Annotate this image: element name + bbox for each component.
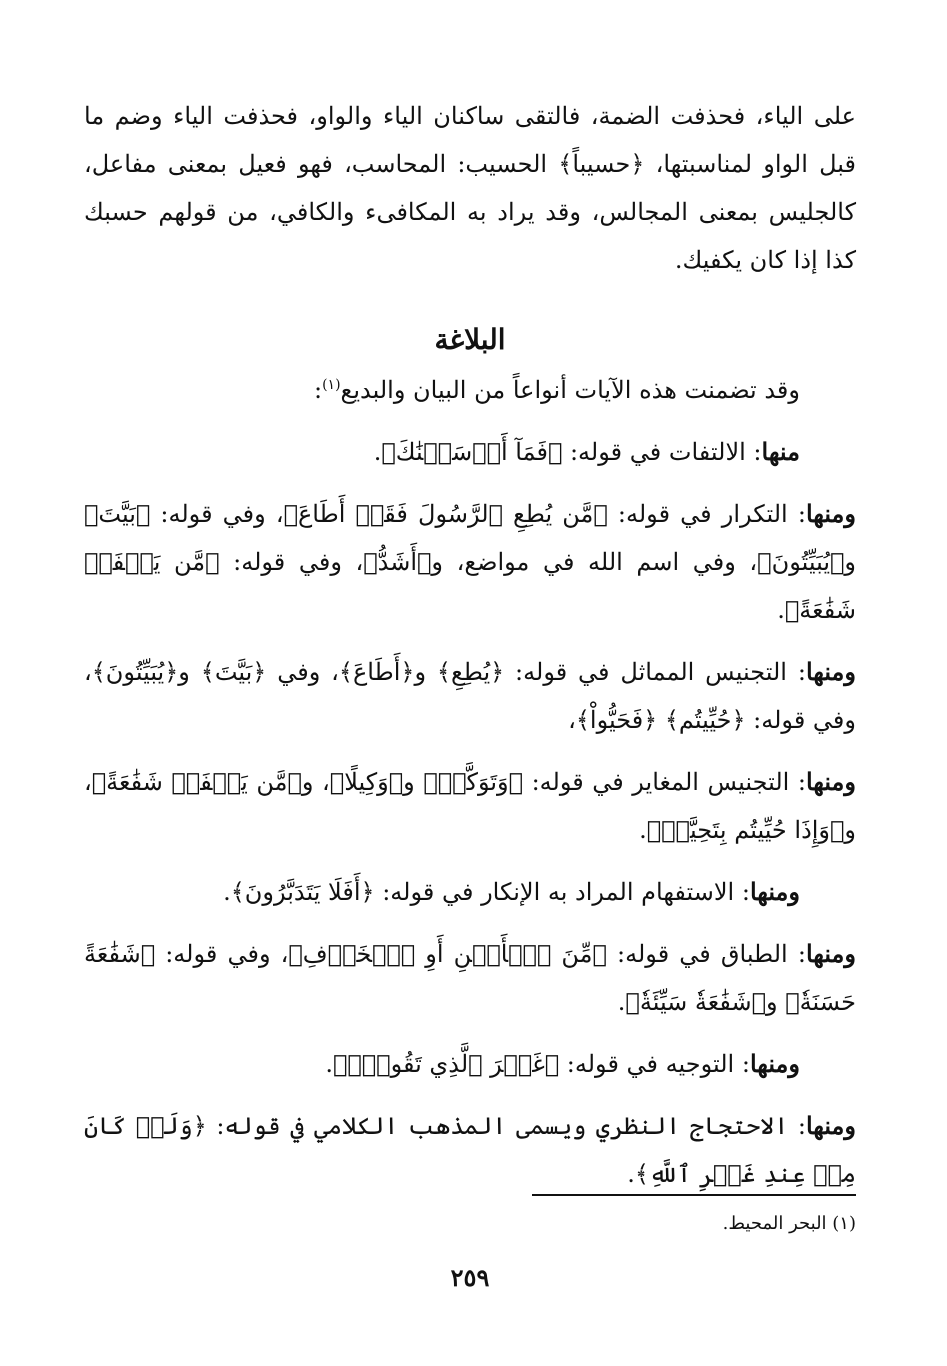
- lead-tail: :: [313, 376, 323, 404]
- item-label: ومنها: [805, 767, 856, 796]
- item-label: ومنها: [805, 499, 856, 528]
- rhetoric-item: [84, 930, 856, 1026]
- book-page: [84, 84, 856, 1344]
- item-label: ومنها: [805, 1111, 856, 1140]
- footnote-divider: [532, 1194, 856, 1196]
- item-text: : الالتفات في قوله: ﴿فَمَآ أَرۡسَلۡنَٰكَ﴾.: [373, 438, 762, 466]
- rhetoric-item: [84, 758, 856, 854]
- item-text: : التجنيس المماثل في قوله: ﴿يُطِعِ﴾ و﴿أَطَاعَ﴾، وفي ﴿بَيَّتَ﴾ و﴿يُبَيِّتُونَ﴾، وفي قوله: ﴿حُيِّيتُم﴾ ﴿فَحَيُّواْ﴾،: [84, 658, 856, 734]
- item-label: ومنها: [749, 877, 800, 906]
- item-label: ومنها: [805, 657, 856, 686]
- item-text: : الطباق في قوله: ﴿مِّنَ ٱلۡأَمۡنِ أَوِ ٱلۡخَوۡفِ﴾، وفي قوله: ﴿شَفَٰعَةً حَسَنَةٗ﴾ و﴿شَفَٰعَةٗ سَيِّئَةٗ﴾.: [84, 940, 856, 1016]
- rhetoric-item: [84, 490, 856, 634]
- rhetoric-item: [84, 868, 856, 916]
- item-text: : الاستفهام المراد به الإنكار في قوله: ﴿أَفَلَا يَتَدَبَّرُونَ﴾.: [223, 878, 750, 906]
- lead-text: وقد تضمنت هذه الآيات أنواعاً من البيان والبديع: [340, 376, 800, 404]
- item-label: ومنها: [805, 939, 856, 968]
- page-number: ٢٥٩: [450, 1263, 490, 1292]
- rhetoric-item: [84, 428, 856, 476]
- section-lead: [84, 366, 856, 414]
- item-label: ومنها: [749, 1049, 800, 1078]
- intro-paragraph: على الياء، فحذفت الضمة، فالتقى ساكنان الياء والواو، فحذفت الياء وضم ما قبل الواو لمناسبتها، ﴿حسيباً﴾ الحسيب: المحاسب، فهو فعيل بمعنى مفاعل، كالجليس بمعنى المجالس، وقد يراد به المكافىء والكافي، من قولهم حسبك كذا إذا كان يكفيك.: [84, 102, 856, 274]
- item-text: : التوجيه في قوله: ﴿غَيۡرَ ٱلَّذِي تَقُولُۖ﴾.: [325, 1050, 750, 1078]
- footnote: (١) البحر المحيط.: [722, 1213, 856, 1234]
- rhetoric-item: [84, 648, 856, 744]
- item-text: : التكرار في قوله: ﴿مَّن يُطِعِ ٱلرَّسُولَ فَقَدۡ أَطَاعَ﴾، وفي قوله: ﴿بَيَّتَ﴾ و﴿يُبَيِّتُونَ﴾، وفي اسم الله في مواضع، و﴿أَشَدُّ﴾، وفي قوله: ﴿مَّن يَشۡفَعۡ شَفَٰعَةً﴾.: [84, 500, 856, 624]
- item-text: : الاحتجاج النظري ويسمى المذهب الكلامي في قوله: ﴿وَلَوۡ كَانَ مِنۡ عِندِ غَيۡرِ ٱللَّهِ﴾.: [84, 1112, 856, 1188]
- rhetoric-item: [84, 1102, 856, 1198]
- item-text: : التجنيس المغاير في قوله: ﴿وَتَوَكَّلۡ﴾ و﴿وَكِيلًا﴾، و﴿مَّن يَشۡفَعۡ شَفَٰعَةً﴾، و﴿وَإِذَا حُيِّيتُم بِتَحِيَّةٖ﴾.: [84, 768, 856, 844]
- rhetoric-item: [84, 1040, 856, 1088]
- footnote-reference: (١): [322, 377, 341, 393]
- item-label: منها: [761, 437, 800, 466]
- section-heading: البلاغة: [434, 323, 506, 356]
